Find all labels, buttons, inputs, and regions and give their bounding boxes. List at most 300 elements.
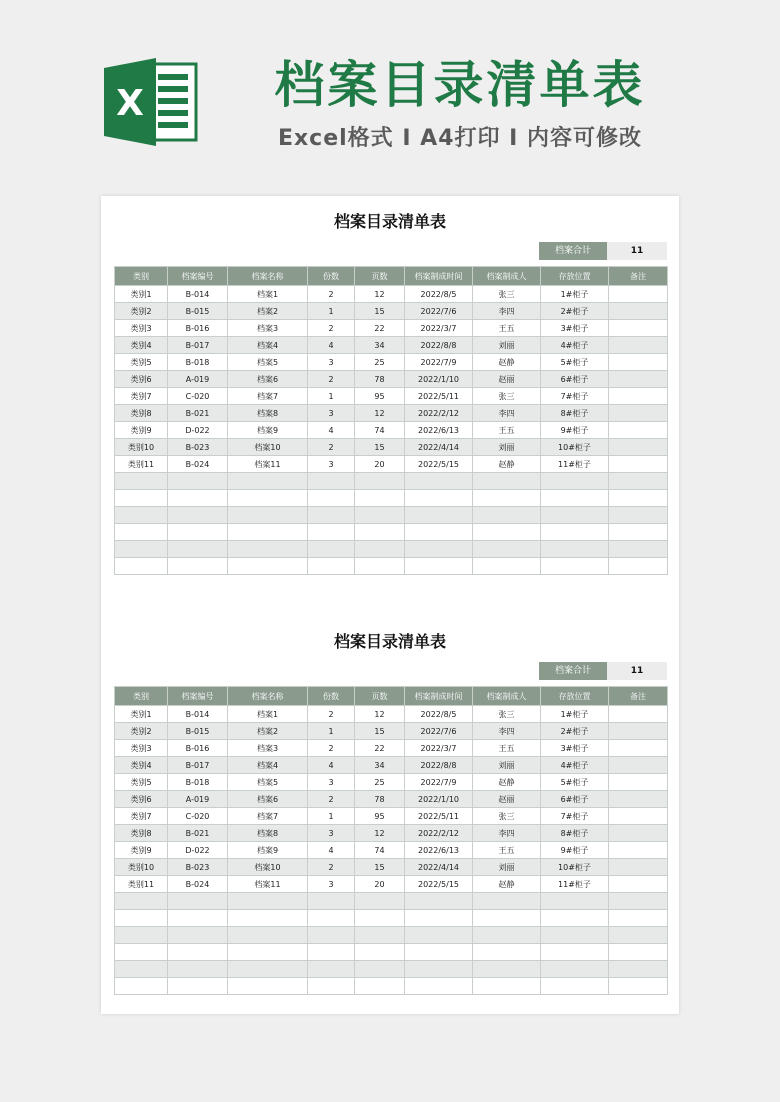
table-cell[interactable]: 15 bbox=[355, 439, 405, 456]
table-cell[interactable] bbox=[228, 524, 308, 541]
table-cell[interactable] bbox=[609, 825, 668, 842]
table-cell[interactable] bbox=[355, 524, 405, 541]
table-cell[interactable] bbox=[541, 944, 609, 961]
table-cell[interactable]: 20 bbox=[355, 456, 405, 473]
table-cell[interactable]: 档案3 bbox=[228, 740, 308, 757]
table-cell[interactable]: 李四 bbox=[473, 723, 541, 740]
table-cell[interactable] bbox=[541, 978, 609, 995]
table-cell[interactable] bbox=[228, 893, 308, 910]
table-cell[interactable]: 12 bbox=[355, 706, 405, 723]
table-cell[interactable]: 档案1 bbox=[228, 706, 308, 723]
table-cell[interactable]: B-015 bbox=[168, 303, 228, 320]
table-cell[interactable] bbox=[609, 558, 668, 575]
table-cell[interactable] bbox=[228, 507, 308, 524]
table-cell[interactable]: 4 bbox=[308, 757, 355, 774]
table-cell[interactable]: 王五 bbox=[473, 842, 541, 859]
total-value[interactable]: 11 bbox=[607, 662, 667, 680]
table-cell[interactable] bbox=[228, 961, 308, 978]
table-cell[interactable]: 王五 bbox=[473, 422, 541, 439]
table-cell[interactable] bbox=[405, 978, 473, 995]
table-cell[interactable] bbox=[609, 723, 668, 740]
table-cell[interactable]: 4 bbox=[308, 842, 355, 859]
table-cell[interactable] bbox=[473, 541, 541, 558]
table-cell[interactable]: 2022/5/11 bbox=[405, 388, 473, 405]
table-cell[interactable]: 类别9 bbox=[115, 422, 168, 439]
table-cell[interactable] bbox=[473, 490, 541, 507]
table-cell[interactable] bbox=[609, 961, 668, 978]
table-cell[interactable]: B-017 bbox=[168, 757, 228, 774]
table-cell[interactable]: 王五 bbox=[473, 740, 541, 757]
table-cell[interactable]: D-022 bbox=[168, 422, 228, 439]
table-cell[interactable]: 类别8 bbox=[115, 405, 168, 422]
table-cell[interactable] bbox=[168, 490, 228, 507]
table-cell[interactable]: 档案11 bbox=[228, 876, 308, 893]
table-cell[interactable] bbox=[228, 558, 308, 575]
table-cell[interactable]: 4 bbox=[308, 337, 355, 354]
table-cell[interactable] bbox=[609, 456, 668, 473]
table-cell[interactable] bbox=[609, 320, 668, 337]
table-cell[interactable] bbox=[355, 490, 405, 507]
table-cell[interactable]: 档案5 bbox=[228, 774, 308, 791]
table-cell[interactable] bbox=[355, 961, 405, 978]
table-cell[interactable] bbox=[541, 910, 609, 927]
table-cell[interactable] bbox=[609, 740, 668, 757]
table-cell[interactable]: 类别2 bbox=[115, 723, 168, 740]
table-cell[interactable]: 3 bbox=[308, 825, 355, 842]
table-cell[interactable]: 档案7 bbox=[228, 808, 308, 825]
table-cell[interactable]: 12 bbox=[355, 405, 405, 422]
table-cell[interactable] bbox=[609, 944, 668, 961]
table-cell[interactable] bbox=[609, 706, 668, 723]
table-cell[interactable]: 6#柜子 bbox=[541, 791, 609, 808]
table-cell[interactable]: 15 bbox=[355, 723, 405, 740]
table-cell[interactable]: 10#柜子 bbox=[541, 439, 609, 456]
table-cell[interactable] bbox=[609, 978, 668, 995]
table-cell[interactable]: 类别10 bbox=[115, 439, 168, 456]
table-cell[interactable]: 25 bbox=[355, 774, 405, 791]
table-cell[interactable] bbox=[115, 910, 168, 927]
table-cell[interactable]: 2022/7/6 bbox=[405, 723, 473, 740]
table-cell[interactable] bbox=[541, 524, 609, 541]
table-cell[interactable] bbox=[473, 473, 541, 490]
table-cell[interactable] bbox=[541, 541, 609, 558]
table-cell[interactable] bbox=[609, 303, 668, 320]
table-cell[interactable] bbox=[473, 893, 541, 910]
table-cell[interactable] bbox=[355, 893, 405, 910]
table-cell[interactable] bbox=[115, 927, 168, 944]
table-cell[interactable] bbox=[609, 388, 668, 405]
table-cell[interactable] bbox=[405, 944, 473, 961]
table-cell[interactable] bbox=[308, 524, 355, 541]
table-cell[interactable] bbox=[115, 558, 168, 575]
table-cell[interactable] bbox=[609, 524, 668, 541]
table-cell[interactable] bbox=[609, 842, 668, 859]
table-cell[interactable] bbox=[609, 541, 668, 558]
table-cell[interactable]: 档案11 bbox=[228, 456, 308, 473]
total-value[interactable]: 11 bbox=[607, 242, 667, 260]
table-cell[interactable]: 档案5 bbox=[228, 354, 308, 371]
table-cell[interactable]: 2022/7/6 bbox=[405, 303, 473, 320]
table-cell[interactable] bbox=[355, 910, 405, 927]
table-cell[interactable]: B-016 bbox=[168, 320, 228, 337]
table-cell[interactable]: 20 bbox=[355, 876, 405, 893]
table-cell[interactable] bbox=[609, 337, 668, 354]
table-cell[interactable]: 类别4 bbox=[115, 337, 168, 354]
table-cell[interactable] bbox=[308, 961, 355, 978]
table-cell[interactable]: 2 bbox=[308, 439, 355, 456]
table-cell[interactable] bbox=[228, 910, 308, 927]
table-cell[interactable]: 2022/1/10 bbox=[405, 371, 473, 388]
table-cell[interactable] bbox=[168, 978, 228, 995]
table-cell[interactable]: 档案4 bbox=[228, 757, 308, 774]
table-cell[interactable]: 2022/5/15 bbox=[405, 876, 473, 893]
table-cell[interactable] bbox=[308, 473, 355, 490]
table-cell[interactable]: 档案6 bbox=[228, 791, 308, 808]
table-cell[interactable]: 类别4 bbox=[115, 757, 168, 774]
table-cell[interactable]: 档案2 bbox=[228, 723, 308, 740]
table-cell[interactable]: 2022/8/5 bbox=[405, 706, 473, 723]
table-cell[interactable]: A-019 bbox=[168, 371, 228, 388]
table-cell[interactable] bbox=[115, 893, 168, 910]
table-cell[interactable]: 15 bbox=[355, 859, 405, 876]
table-cell[interactable] bbox=[355, 473, 405, 490]
table-cell[interactable]: 7#柜子 bbox=[541, 808, 609, 825]
table-cell[interactable]: 类别8 bbox=[115, 825, 168, 842]
table-cell[interactable]: 类别10 bbox=[115, 859, 168, 876]
table-cell[interactable] bbox=[355, 507, 405, 524]
table-cell[interactable]: 9#柜子 bbox=[541, 842, 609, 859]
table-cell[interactable]: 2022/3/7 bbox=[405, 740, 473, 757]
table-cell[interactable] bbox=[308, 893, 355, 910]
table-cell[interactable] bbox=[308, 944, 355, 961]
table-cell[interactable] bbox=[473, 944, 541, 961]
table-cell[interactable]: 档案9 bbox=[228, 842, 308, 859]
table-cell[interactable] bbox=[355, 927, 405, 944]
table-cell[interactable]: 6#柜子 bbox=[541, 371, 609, 388]
table-cell[interactable]: B-024 bbox=[168, 456, 228, 473]
table-cell[interactable] bbox=[609, 405, 668, 422]
table-cell[interactable]: 档案10 bbox=[228, 859, 308, 876]
table-cell[interactable] bbox=[168, 473, 228, 490]
table-cell[interactable]: 2022/5/11 bbox=[405, 808, 473, 825]
table-cell[interactable] bbox=[355, 558, 405, 575]
table-cell[interactable] bbox=[405, 490, 473, 507]
table-cell[interactable]: 8#柜子 bbox=[541, 825, 609, 842]
table-cell[interactable] bbox=[609, 422, 668, 439]
table-cell[interactable] bbox=[609, 490, 668, 507]
table-cell[interactable]: 2022/5/15 bbox=[405, 456, 473, 473]
table-cell[interactable]: 类别11 bbox=[115, 876, 168, 893]
table-cell[interactable] bbox=[541, 490, 609, 507]
table-cell[interactable] bbox=[115, 978, 168, 995]
table-cell[interactable]: 档案10 bbox=[228, 439, 308, 456]
table-cell[interactable]: 2 bbox=[308, 706, 355, 723]
table-cell[interactable] bbox=[308, 541, 355, 558]
table-cell[interactable]: 档案4 bbox=[228, 337, 308, 354]
table-cell[interactable]: 赵静 bbox=[473, 774, 541, 791]
table-cell[interactable] bbox=[228, 490, 308, 507]
table-cell[interactable] bbox=[405, 507, 473, 524]
table-cell[interactable]: 张三 bbox=[473, 388, 541, 405]
table-cell[interactable] bbox=[609, 354, 668, 371]
table-cell[interactable]: 李四 bbox=[473, 303, 541, 320]
table-cell[interactable]: 34 bbox=[355, 757, 405, 774]
table-cell[interactable] bbox=[609, 910, 668, 927]
table-cell[interactable] bbox=[115, 961, 168, 978]
table-cell[interactable]: B-024 bbox=[168, 876, 228, 893]
table-cell[interactable]: 2 bbox=[308, 371, 355, 388]
table-cell[interactable]: 类别9 bbox=[115, 842, 168, 859]
table-cell[interactable]: B-023 bbox=[168, 859, 228, 876]
table-cell[interactable] bbox=[609, 808, 668, 825]
table-cell[interactable]: 2022/4/14 bbox=[405, 859, 473, 876]
table-cell[interactable] bbox=[609, 791, 668, 808]
table-cell[interactable]: 档案8 bbox=[228, 405, 308, 422]
table-cell[interactable] bbox=[609, 927, 668, 944]
table-cell[interactable]: 10#柜子 bbox=[541, 859, 609, 876]
table-cell[interactable] bbox=[405, 524, 473, 541]
table-cell[interactable] bbox=[405, 473, 473, 490]
table-cell[interactable]: 1 bbox=[308, 388, 355, 405]
table-cell[interactable]: 张三 bbox=[473, 286, 541, 303]
table-cell[interactable]: 15 bbox=[355, 303, 405, 320]
table-cell[interactable]: 7#柜子 bbox=[541, 388, 609, 405]
table-cell[interactable] bbox=[228, 541, 308, 558]
table-cell[interactable] bbox=[609, 859, 668, 876]
table-cell[interactable]: 3 bbox=[308, 774, 355, 791]
table-cell[interactable] bbox=[473, 558, 541, 575]
table-cell[interactable] bbox=[115, 541, 168, 558]
table-cell[interactable] bbox=[609, 473, 668, 490]
table-cell[interactable]: 刘丽 bbox=[473, 337, 541, 354]
table-cell[interactable] bbox=[541, 893, 609, 910]
table-cell[interactable]: B-016 bbox=[168, 740, 228, 757]
table-cell[interactable] bbox=[308, 978, 355, 995]
table-cell[interactable]: 2022/7/9 bbox=[405, 354, 473, 371]
table-cell[interactable]: 4#柜子 bbox=[541, 757, 609, 774]
table-cell[interactable] bbox=[405, 541, 473, 558]
table-cell[interactable]: 类别6 bbox=[115, 791, 168, 808]
table-cell[interactable] bbox=[228, 944, 308, 961]
table-cell[interactable]: 4 bbox=[308, 422, 355, 439]
table-cell[interactable]: A-019 bbox=[168, 791, 228, 808]
table-cell[interactable]: B-018 bbox=[168, 354, 228, 371]
table-cell[interactable]: 档案3 bbox=[228, 320, 308, 337]
table-cell[interactable]: 3 bbox=[308, 354, 355, 371]
table-cell[interactable] bbox=[115, 473, 168, 490]
table-cell[interactable] bbox=[473, 910, 541, 927]
table-cell[interactable]: 2022/4/14 bbox=[405, 439, 473, 456]
table-cell[interactable]: 2022/8/8 bbox=[405, 757, 473, 774]
table-cell[interactable]: 34 bbox=[355, 337, 405, 354]
table-cell[interactable] bbox=[473, 961, 541, 978]
table-cell[interactable] bbox=[541, 961, 609, 978]
table-cell[interactable]: 3 bbox=[308, 876, 355, 893]
table-cell[interactable] bbox=[168, 507, 228, 524]
table-cell[interactable]: 档案8 bbox=[228, 825, 308, 842]
table-cell[interactable]: C-020 bbox=[168, 388, 228, 405]
table-cell[interactable]: 11#柜子 bbox=[541, 456, 609, 473]
table-cell[interactable]: 4#柜子 bbox=[541, 337, 609, 354]
table-cell[interactable] bbox=[168, 944, 228, 961]
table-cell[interactable]: 2022/3/7 bbox=[405, 320, 473, 337]
table-cell[interactable] bbox=[168, 961, 228, 978]
table-cell[interactable]: B-017 bbox=[168, 337, 228, 354]
table-cell[interactable]: 类别5 bbox=[115, 774, 168, 791]
table-cell[interactable] bbox=[308, 558, 355, 575]
table-cell[interactable]: 类别6 bbox=[115, 371, 168, 388]
table-cell[interactable] bbox=[609, 876, 668, 893]
table-cell[interactable]: 刘丽 bbox=[473, 439, 541, 456]
table-cell[interactable] bbox=[308, 927, 355, 944]
table-cell[interactable]: 类别3 bbox=[115, 740, 168, 757]
table-cell[interactable] bbox=[541, 558, 609, 575]
table-cell[interactable]: 张三 bbox=[473, 808, 541, 825]
table-cell[interactable] bbox=[355, 541, 405, 558]
table-cell[interactable]: 档案2 bbox=[228, 303, 308, 320]
table-cell[interactable] bbox=[609, 757, 668, 774]
table-cell[interactable]: 78 bbox=[355, 371, 405, 388]
table-cell[interactable]: B-014 bbox=[168, 286, 228, 303]
table-cell[interactable]: B-018 bbox=[168, 774, 228, 791]
table-cell[interactable]: 类别11 bbox=[115, 456, 168, 473]
table-cell[interactable] bbox=[473, 507, 541, 524]
table-cell[interactable]: 74 bbox=[355, 842, 405, 859]
table-cell[interactable]: 5#柜子 bbox=[541, 354, 609, 371]
table-cell[interactable]: 2022/8/8 bbox=[405, 337, 473, 354]
table-cell[interactable]: 赵静 bbox=[473, 354, 541, 371]
table-cell[interactable]: 2 bbox=[308, 859, 355, 876]
table-cell[interactable] bbox=[609, 774, 668, 791]
table-cell[interactable]: 1#柜子 bbox=[541, 706, 609, 723]
table-cell[interactable]: 25 bbox=[355, 354, 405, 371]
table-cell[interactable]: 赵静 bbox=[473, 876, 541, 893]
table-cell[interactable]: D-022 bbox=[168, 842, 228, 859]
table-cell[interactable]: 2 bbox=[308, 286, 355, 303]
table-cell[interactable]: 王五 bbox=[473, 320, 541, 337]
table-cell[interactable] bbox=[473, 524, 541, 541]
table-cell[interactable] bbox=[228, 473, 308, 490]
table-cell[interactable] bbox=[609, 371, 668, 388]
table-cell[interactable]: 12 bbox=[355, 286, 405, 303]
table-cell[interactable] bbox=[168, 910, 228, 927]
table-cell[interactable]: 3 bbox=[308, 405, 355, 422]
table-cell[interactable]: 2022/8/5 bbox=[405, 286, 473, 303]
table-cell[interactable]: 2022/2/12 bbox=[405, 405, 473, 422]
table-cell[interactable]: 2#柜子 bbox=[541, 723, 609, 740]
table-cell[interactable]: B-023 bbox=[168, 439, 228, 456]
table-cell[interactable] bbox=[405, 910, 473, 927]
table-cell[interactable]: 赵丽 bbox=[473, 791, 541, 808]
table-cell[interactable] bbox=[115, 507, 168, 524]
table-cell[interactable]: 78 bbox=[355, 791, 405, 808]
table-cell[interactable]: B-021 bbox=[168, 825, 228, 842]
table-cell[interactable] bbox=[115, 490, 168, 507]
table-cell[interactable]: 2022/7/9 bbox=[405, 774, 473, 791]
table-cell[interactable]: 3#柜子 bbox=[541, 740, 609, 757]
table-cell[interactable]: 档案6 bbox=[228, 371, 308, 388]
table-cell[interactable]: 3#柜子 bbox=[541, 320, 609, 337]
table-cell[interactable] bbox=[308, 490, 355, 507]
table-cell[interactable] bbox=[609, 286, 668, 303]
table-cell[interactable]: 1 bbox=[308, 808, 355, 825]
table-cell[interactable]: 类别7 bbox=[115, 388, 168, 405]
table-cell[interactable]: 类别2 bbox=[115, 303, 168, 320]
table-cell[interactable] bbox=[168, 927, 228, 944]
table-cell[interactable]: 刘丽 bbox=[473, 859, 541, 876]
table-cell[interactable]: 2 bbox=[308, 791, 355, 808]
table-cell[interactable]: C-020 bbox=[168, 808, 228, 825]
table-cell[interactable]: 95 bbox=[355, 388, 405, 405]
table-cell[interactable] bbox=[228, 978, 308, 995]
table-cell[interactable] bbox=[168, 541, 228, 558]
table-cell[interactable]: 李四 bbox=[473, 405, 541, 422]
table-cell[interactable] bbox=[355, 978, 405, 995]
table-cell[interactable]: 2#柜子 bbox=[541, 303, 609, 320]
table-cell[interactable]: B-021 bbox=[168, 405, 228, 422]
table-cell[interactable] bbox=[405, 893, 473, 910]
table-cell[interactable]: 类别1 bbox=[115, 286, 168, 303]
table-cell[interactable] bbox=[405, 961, 473, 978]
table-cell[interactable] bbox=[308, 507, 355, 524]
table-cell[interactable] bbox=[168, 893, 228, 910]
table-cell[interactable] bbox=[115, 944, 168, 961]
table-cell[interactable]: 刘丽 bbox=[473, 757, 541, 774]
table-cell[interactable] bbox=[168, 558, 228, 575]
table-cell[interactable]: 赵静 bbox=[473, 456, 541, 473]
table-cell[interactable]: 1#柜子 bbox=[541, 286, 609, 303]
table-cell[interactable] bbox=[405, 927, 473, 944]
table-cell[interactable]: B-014 bbox=[168, 706, 228, 723]
table-cell[interactable]: 5#柜子 bbox=[541, 774, 609, 791]
table-cell[interactable] bbox=[609, 439, 668, 456]
table-cell[interactable]: 类别5 bbox=[115, 354, 168, 371]
table-cell[interactable]: 95 bbox=[355, 808, 405, 825]
table-cell[interactable]: 1 bbox=[308, 303, 355, 320]
table-cell[interactable] bbox=[541, 473, 609, 490]
table-cell[interactable]: 9#柜子 bbox=[541, 422, 609, 439]
table-cell[interactable] bbox=[168, 524, 228, 541]
table-cell[interactable]: 2022/2/12 bbox=[405, 825, 473, 842]
table-cell[interactable]: 1 bbox=[308, 723, 355, 740]
table-cell[interactable] bbox=[473, 927, 541, 944]
table-cell[interactable]: 张三 bbox=[473, 706, 541, 723]
table-cell[interactable] bbox=[405, 558, 473, 575]
table-cell[interactable] bbox=[541, 507, 609, 524]
table-cell[interactable] bbox=[228, 927, 308, 944]
table-cell[interactable]: 2022/6/13 bbox=[405, 842, 473, 859]
table-cell[interactable] bbox=[609, 507, 668, 524]
table-cell[interactable]: 22 bbox=[355, 740, 405, 757]
table-cell[interactable]: 8#柜子 bbox=[541, 405, 609, 422]
table-cell[interactable]: 类别1 bbox=[115, 706, 168, 723]
table-cell[interactable]: 类别7 bbox=[115, 808, 168, 825]
table-cell[interactable]: 类别3 bbox=[115, 320, 168, 337]
table-cell[interactable]: 2 bbox=[308, 320, 355, 337]
table-cell[interactable]: 2 bbox=[308, 740, 355, 757]
table-cell[interactable]: 2022/6/13 bbox=[405, 422, 473, 439]
table-cell[interactable] bbox=[473, 978, 541, 995]
table-cell[interactable]: 档案7 bbox=[228, 388, 308, 405]
table-cell[interactable]: 22 bbox=[355, 320, 405, 337]
table-cell[interactable]: 赵丽 bbox=[473, 371, 541, 388]
table-cell[interactable]: B-015 bbox=[168, 723, 228, 740]
table-cell[interactable]: 11#柜子 bbox=[541, 876, 609, 893]
table-cell[interactable] bbox=[355, 944, 405, 961]
table-cell[interactable]: 3 bbox=[308, 456, 355, 473]
table-cell[interactable] bbox=[541, 927, 609, 944]
table-cell[interactable]: 74 bbox=[355, 422, 405, 439]
